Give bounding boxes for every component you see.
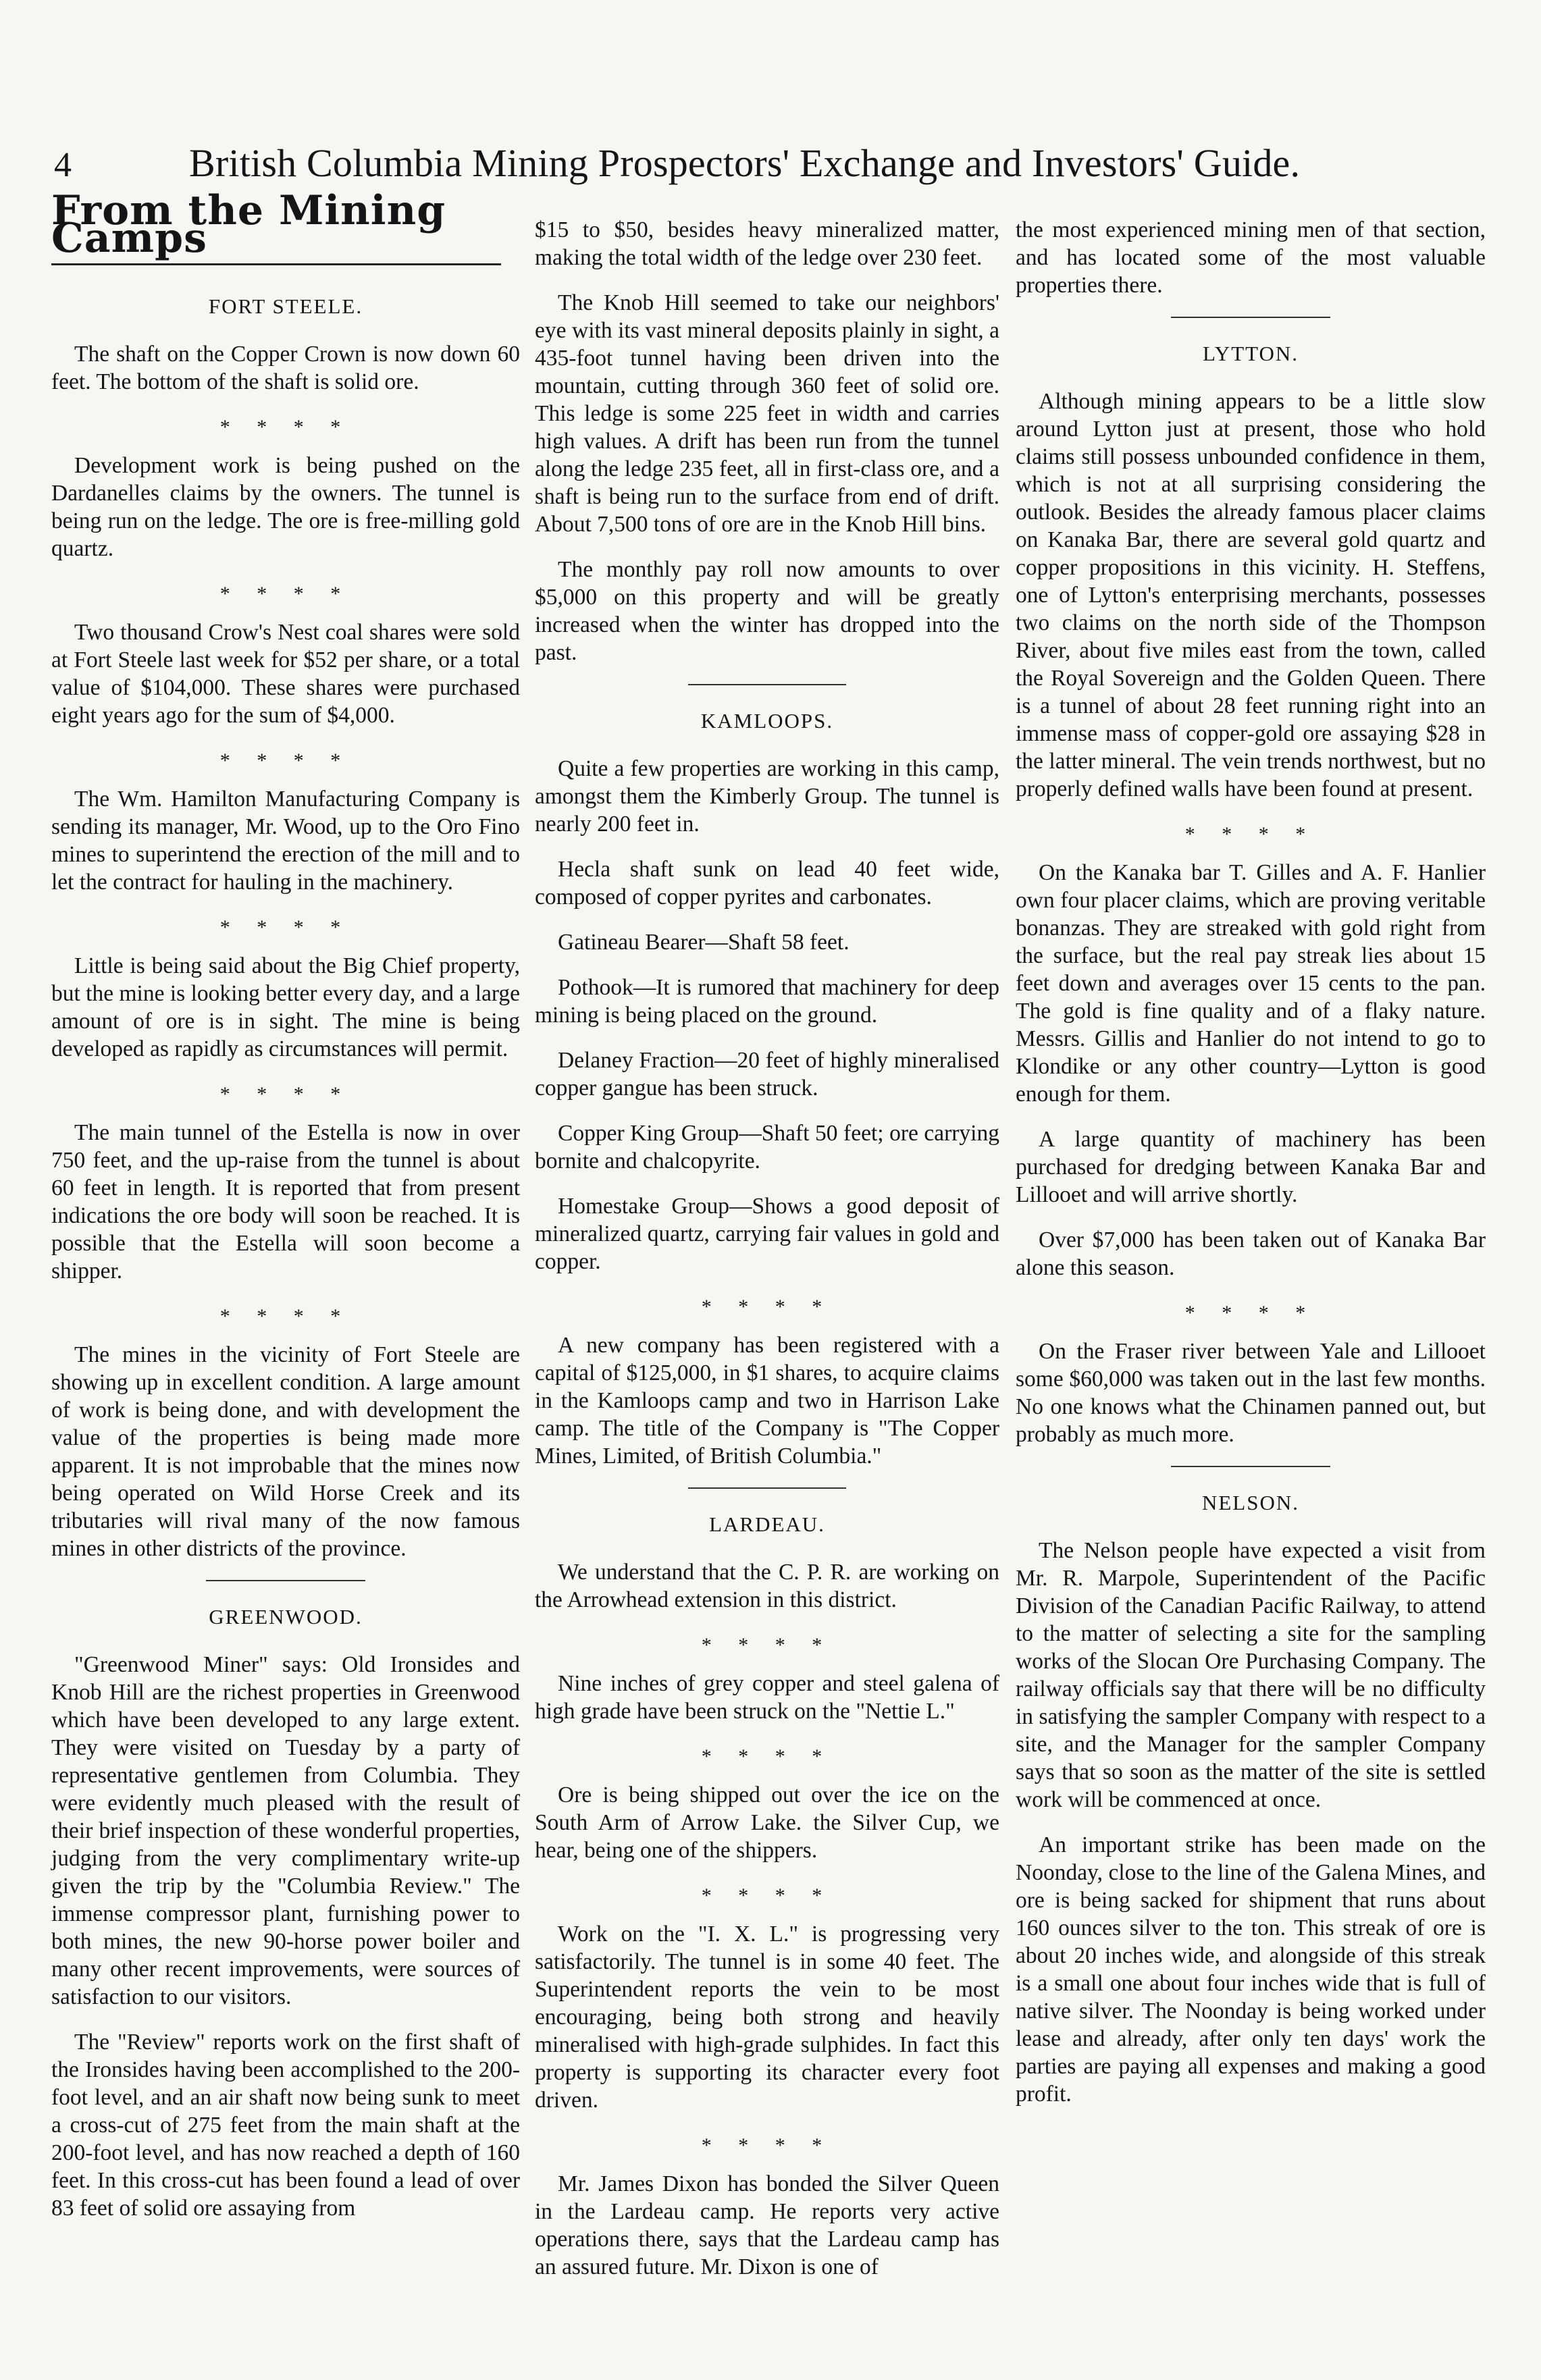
divider-rule [206, 1580, 365, 1581]
title-rule [51, 263, 501, 265]
paragraph: "Greenwood Miner" says: Old Ironsides and Knob Hill are the richest properties in Greenwood which have been developed to any large extent. They were visited on Tuesday by a party of representative gentlemen from Columbia. They were evidently much pleased with the result of their brief inspection of these wonderful properties, judging from the very complimentary write-up given the trip by the "Columbia Review." The immense compressor plant, furnishing power to both mines, the new 90-horse power boiler and many other recent improvements, were sources of satisfaction to our visitors. [51, 1652, 520, 2009]
paragraph: Homestake Group—Shows a good deposit of mineralized quartz, carrying fair values in gold and copper. [535, 1194, 999, 1274]
paragraph: Delaney Fraction—20 feet of highly mineralised copper gangue has been struck. [535, 1048, 999, 1101]
separator-stars: * * * * [701, 1745, 833, 1768]
separator-stars: * * * * [219, 416, 352, 438]
paragraph: Ore is being shipped out over the ice on the South Arm of Arrow Lake. the Silver Cup, we hear, being one of the shippers. [535, 1782, 999, 1863]
paragraph: The Knob Hill seemed to take our neighbors' eye with its vast mineral deposits plainly in sight, a 435-foot tunnel having been driven into the mountain, cutting through 360 feet of solid ore. This ledge is some 225 feet in width and carries high values. A drift has been run from the tunnel along the ledge 235 feet, all in first-class ore, and a shaft is being run to the surface from end of drift. About 7,500 tons of ore are in the Knob Hill bins. [535, 290, 999, 537]
separator-stars: * * * * [701, 1884, 833, 1907]
paragraph: The Wm. Hamilton Manufacturing Company is sending its manager, Mr. Wood, up to the Oro Fino mines to superintend the erection of the mill and to let the contract for hauling in the machinery. [51, 787, 520, 895]
paragraph: On the Fraser river between Yale and Lillooet some $60,000 was taken out in the last few months. No one knows what the Chinamen panned out, but probably as much more. [1016, 1339, 1486, 1447]
paragraph: The "Review" reports work on the first shaft of the Ironsides having been accomplished to the 200-foot level, and an air shaft now being sunk to meet a cross-cut of 275 feet from the main shaft at the 200-foot level, and has now reached a depth of 160 feet. In this cross-cut has been found a lead of over 83 feet of solid ore assaying from [51, 2030, 520, 2221]
paragraph: Work on the "I. X. L." is progressing very satisfactorily. The tunnel is in some 40 feet. The Superintendent reports the vein to be most encouraging, being both strong and heavily mineralised with high-grade sulphides. In fact this property is supporting its character every foot driven. [535, 1922, 999, 2113]
section-title: From the Mining Camps [51, 187, 446, 262]
divider-rule [1171, 317, 1331, 318]
paragraph: On the Kanaka bar T. Gilles and A. F. Hanlier own four placer claims, which are proving veritable bonanzas. They are streaked with gold right from the surface, but the real pay streak lies about 15 feet down and averages over 15 cents to the pan. The gold is fine quality and of a flaky nature. Messrs. Gillis and Hanlier do not intend to go to Klondike or any other country—Lytton is good enough for them. [1016, 860, 1486, 1107]
separator-stars: * * * * [701, 1634, 833, 1656]
paragraph: Gatineau Bearer—Shaft 58 feet. [558, 930, 850, 955]
separator-stars: * * * * [1184, 1302, 1317, 1324]
paragraph: The shaft on the Copper Crown is now down 60 feet. The bottom of the shaft is solid ore. [51, 342, 520, 394]
running-header [54, 140, 1472, 194]
paragraph: Little is being said about the Big Chief property, but the mine is looking better every day, and a large amount of ore is in sight. The mine is being developed as rapidly as circumstances will permit. [51, 953, 520, 1061]
paragraph: The mines in the vicinity of Fort Steele are showing up in excellent condition. A large amount of work is being done, and with development the value of the properties is being made more apparent. It is not improbable that the mines now being operated on Wild Horse Creek and its tributaries will rival many of the now famous mines in other districts of the province. [51, 1342, 520, 1561]
paragraph: Pothook—It is rumored that machinery for deep mining is being placed on the ground. [535, 975, 999, 1028]
paragraph: the most experienced mining men of that section, and has located some of the most valuable properties there. [1016, 217, 1486, 298]
separator-stars: * * * * [219, 1305, 352, 1327]
divider-rule [1171, 1466, 1331, 1467]
paragraph: Nine inches of grey copper and steel galena of high grade have been struck on the "Nettie L." [535, 1671, 999, 1724]
heading-kamloops: KAMLOOPS. [700, 709, 834, 733]
paragraph: Two thousand Crow's Nest coal shares were sold at Fort Steele last week for $52 per share, or a total value of $104,000. These shares were purchased eight years ago for the sum of $4,000. [51, 620, 520, 728]
separator-stars: * * * * [219, 916, 352, 938]
paragraph: Development work is being pushed on the Dardanelles claims by the owners. The tunnel is being run on the ledge. The ore is free-milling gold quartz. [51, 453, 520, 561]
paragraph: We understand that the C. P. R. are working on the Arrowhead extension in this district. [535, 1560, 999, 1612]
paragraph: A large quantity of machinery has been purchased for dredging between Kanaka Bar and Lillooet and will arrive shortly. [1016, 1127, 1486, 1207]
paragraph: Quite a few properties are working in this camp, amongst them the Kimberly Group. The tunnel is nearly 200 feet in. [535, 756, 999, 837]
heading-greenwood: GREENWOOD. [209, 1605, 363, 1629]
column-3 [1016, 216, 1486, 2125]
paragraph: Hecla shaft sunk on lead 40 feet wide, composed of copper pyrites and carbonates. [535, 857, 999, 909]
separator-stars: * * * * [219, 583, 352, 605]
paragraph: An important strike has been made on the Noonday, close to the line of the Galena Mines, and ore is being sacked for shipment that runs about 160 ounces silver to the ton. This streak of ore is about 20 inches wide, and alongside of this streak is a small one about four inches wide that is full of native silver. The Noonday is being worked under lease and already, after only ten days' work the parties are paying all expenses and making a good profit. [1016, 1832, 1486, 2107]
paragraph: The Nelson people have expected a visit from Mr. R. Marpole, Superintendent of the Pacific Division of the Canadian Pacific Railway, to attend to the matter of selecting a site for the sampling works of the Slocan Ore Purchasing Company. The railway officials say that there will be no difficulty in satisfying the sampler Company with respect to a site, and the Manager for the sampler Company says that so soon as the matter of the site is settled work will be commenced at once. [1016, 1538, 1486, 1812]
publication-title: British Columbia Mining Prospectors' Exchange and Investors' Guide. [189, 141, 1301, 185]
paragraph: Copper King Group—Shaft 50 feet; ore carrying bornite and chalcopyrite. [535, 1121, 999, 1173]
separator-stars: * * * * [701, 2134, 833, 2157]
column-2 [535, 216, 999, 2298]
paragraph: Over $7,000 has been taken out of Kanaka Bar alone this season. [1016, 1227, 1486, 1280]
heading-lardeau: LARDEAU. [709, 1512, 825, 1536]
paragraph: Mr. James Dixon has bonded the Silver Queen in the Lardeau camp. He reports very active operations there, says that the Lardeau camp has an assured future. Mr. Dixon is one of [535, 2171, 999, 2279]
separator-stars: * * * * [1184, 823, 1317, 845]
divider-rule [688, 1487, 846, 1489]
page-number: 4 [54, 146, 72, 184]
heading-fort-steele: FORT STEELE. [208, 294, 363, 318]
separator-stars: * * * * [219, 749, 352, 772]
divider-rule [688, 684, 846, 685]
paragraph: The main tunnel of the Estella is now in over 750 feet, and the up-raise from the tunnel is about 60 feet in length. It is reported that from present indications the ore body will soon be reached. It is possible that the Estella will soon become a shipper. [51, 1120, 520, 1284]
separator-stars: * * * * [219, 1083, 352, 1105]
heading-nelson: NELSON. [1201, 1491, 1300, 1514]
paragraph: The monthly pay roll now amounts to over $5,000 on this property and will be greatly increased when the winter has dropped into the past. [535, 557, 999, 665]
column-1 [51, 187, 520, 2240]
heading-lytton: LYTTON. [1202, 342, 1299, 365]
paragraph: Although mining appears to be a little slow around Lytton just at present, those who hold claims still possess unbounded confidence in them, which is not at all surprising considering the outlook. Besides the already famous placer claims on Kanaka Bar, there are several gold quartz and copper propositions in this vicinity. H. Steffens, one of Lytton's enterprising merchants, possesses two claims on the north side of the Thompson River, about five miles east from the town, called the Royal Sovereign and the Golden Queen. There is a tunnel of about 28 feet running right into an immense mass of copper-gold ore assaying $28 in the latter mineral. The vein trends northwest, but no properly defined walls have been found at present. [1016, 389, 1486, 801]
paragraph: A new company has been registered with a capital of $125,000, in $1 shares, to acquire claims in the Kamloops camp and two in Harrison Lake camp. The title of the Company is "The Copper Mines, Limited, of British Columbia." [535, 1333, 999, 1469]
paragraph: $15 to $50, besides heavy mineralized matter, making the total width of the ledge over 230 feet. [535, 217, 999, 270]
separator-stars: * * * * [701, 1296, 833, 1318]
